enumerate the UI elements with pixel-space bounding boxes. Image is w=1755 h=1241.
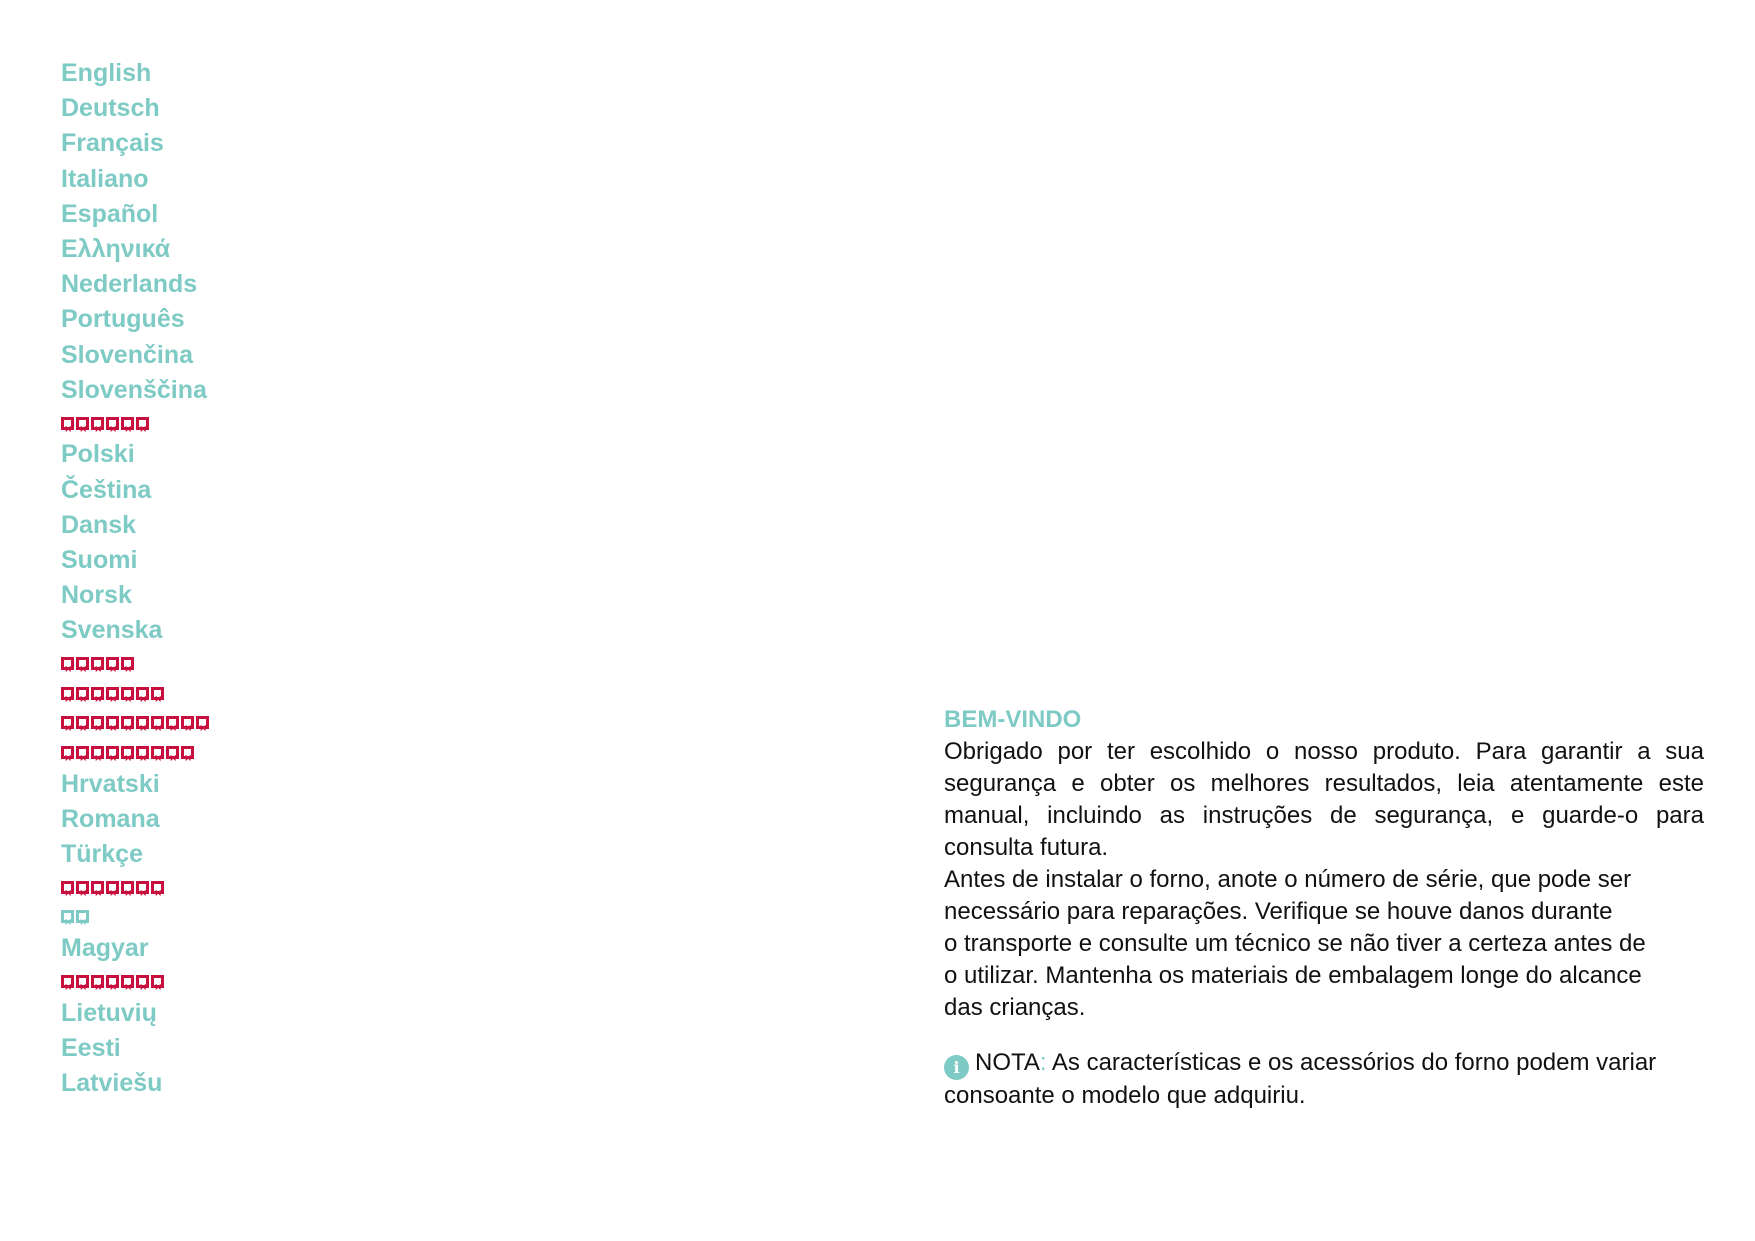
info-icon: i: [944, 1055, 969, 1080]
missing-glyph-icons: [61, 872, 166, 902]
welcome-title: BEM-VINDO: [944, 706, 1082, 733]
missing-glyph-icon: [196, 716, 209, 729]
note-block: [944, 1047, 1704, 1112]
language-item-portugue-s[interactable]: Português: [61, 305, 185, 334]
missing-glyph-icon: [151, 881, 164, 894]
missing-glyph-icon: [61, 975, 74, 988]
missing-glyph-icon: [91, 417, 104, 430]
missing-glyph-icon: [166, 746, 179, 759]
language-item-nederlands[interactable]: Nederlands: [61, 270, 198, 299]
welcome-section: [944, 704, 1704, 1112]
missing-glyph-icon: [151, 975, 164, 988]
missing-glyph-icon: [136, 716, 149, 729]
note-text: As características e os acessórios do forno podem variar: [1046, 1049, 1657, 1076]
language-item-unrendered[interactable]: [61, 408, 211, 438]
language-item-romana[interactable]: Romana: [61, 804, 160, 833]
missing-glyph-icon: [121, 657, 134, 670]
language-item-slovenc-ina[interactable]: Slovenčina: [61, 340, 193, 369]
language-item-tu-rkc-e[interactable]: Türkçe: [61, 839, 143, 868]
missing-glyph-icon: [76, 716, 89, 729]
missing-glyph-icon: [121, 975, 134, 988]
missing-glyph-icon: [91, 657, 104, 670]
missing-glyph-icons: [61, 648, 136, 678]
note-line-2: consoante o modelo que adquiriu.: [944, 1082, 1306, 1109]
missing-glyph-icon: [106, 657, 119, 670]
language-item-dansk[interactable]: Dansk: [61, 510, 137, 539]
language-item-deutsch[interactable]: Deutsch: [61, 94, 160, 123]
missing-glyph-icon: [76, 746, 89, 759]
welcome-paragraph-1: Obrigado por ter escolhido o nosso produto. Para garantir a sua segurança e obter os melhores resultados, leia atentamente este manual, incluindo as instruções de segurança, e guarde-o para consulta futura.: [944, 738, 1704, 861]
missing-glyph-icon: [61, 417, 74, 430]
missing-glyph-icon: [91, 687, 104, 700]
missing-glyph-icon: [61, 716, 74, 729]
note-line-1: [944, 1047, 1704, 1080]
missing-glyph-icon: [136, 417, 149, 430]
missing-glyph-icon: [136, 746, 149, 759]
welcome-paragraph-2-line: o utilizar. Mantenha os materiais de embalagem longe do alcance: [944, 962, 1642, 989]
missing-glyph-icon: [76, 417, 89, 430]
missing-glyph-icon: [106, 746, 119, 759]
language-item-hrvatski[interactable]: Hrvatski: [61, 769, 160, 798]
missing-glyph-icon: [136, 975, 149, 988]
language-item-c-es-tina[interactable]: Čeština: [61, 475, 152, 504]
missing-glyph-icon: [106, 975, 119, 988]
note-label: NOTA: [975, 1049, 1040, 1076]
language-item-italiano[interactable]: Italiano: [61, 164, 149, 193]
missing-glyph-icon: [166, 716, 179, 729]
missing-glyph-icons: [61, 408, 151, 438]
missing-glyph-icon: [61, 910, 74, 923]
language-item-unrendered[interactable]: [61, 649, 211, 679]
missing-glyph-icon: [106, 417, 119, 430]
language-item-magyar[interactable]: Magyar: [61, 934, 149, 963]
language-item-english[interactable]: English: [61, 59, 152, 87]
missing-glyph-icon: [136, 881, 149, 894]
language-item-norsk[interactable]: Norsk: [61, 581, 132, 610]
missing-glyph-icon: [181, 716, 194, 729]
missing-glyph-icon: [76, 687, 89, 700]
missing-glyph-icon: [91, 975, 104, 988]
missing-glyph-icon: [121, 417, 134, 430]
missing-glyph-icon: [121, 881, 134, 894]
welcome-paragraph-2-line: Antes de instalar o forno, anote o número de série, que pode ser: [944, 866, 1632, 893]
missing-glyph-icon: [151, 746, 164, 759]
language-item-unrendered[interactable]: [61, 872, 211, 902]
missing-glyph-icon: [121, 716, 134, 729]
missing-glyph-icon: [91, 881, 104, 894]
language-item-latvies-u[interactable]: Latviešu: [61, 1069, 163, 1098]
language-item-slovens-c-ina[interactable]: Slovenščina: [61, 375, 207, 404]
missing-glyph-icon: [61, 687, 74, 700]
language-item-lietuviu-[interactable]: Lietuvių: [61, 998, 157, 1027]
missing-glyph-icon: [61, 657, 74, 670]
missing-glyph-icon: [151, 687, 164, 700]
language-item--[interactable]: Ελληνικά: [61, 234, 171, 263]
missing-glyph-icon: [76, 881, 89, 894]
language-item-polski[interactable]: Polski: [61, 440, 135, 469]
language-item-eesti[interactable]: Eesti: [61, 1033, 121, 1062]
language-item-franc-ais[interactable]: Français: [61, 129, 164, 158]
missing-glyph-icon: [106, 881, 119, 894]
missing-glyph-icon: [76, 910, 89, 923]
missing-glyph-icon: [121, 746, 134, 759]
note-colon: :: [1039, 1049, 1047, 1076]
missing-glyph-icons: [61, 966, 166, 996]
language-item-unrendered[interactable]: [61, 966, 211, 996]
welcome-paragraph-2-line: das crianças.: [944, 994, 1086, 1021]
missing-glyph-icon: [121, 687, 134, 700]
language-item-espan-ol[interactable]: Español: [61, 199, 159, 228]
language-item-suomi[interactable]: Suomi: [61, 545, 138, 574]
welcome-paragraph-2-line: o transporte e consulte um técnico se não tiver a certeza antes de: [944, 930, 1646, 957]
welcome-paragraph-2-line: necessário para reparações. Verifique se houve danos durante: [944, 898, 1613, 925]
missing-glyph-icon: [136, 687, 149, 700]
missing-glyph-icon: [181, 746, 194, 759]
missing-glyph-icon: [91, 716, 104, 729]
welcome-paragraph-2: [944, 864, 1704, 1024]
missing-glyph-icon: [151, 716, 164, 729]
missing-glyph-icon: [61, 881, 74, 894]
missing-glyph-icon: [106, 716, 119, 729]
language-item-svenska[interactable]: Svenska: [61, 616, 163, 645]
language-list: [61, 56, 211, 1101]
missing-glyph-icon: [91, 746, 104, 759]
missing-glyph-icon: [106, 687, 119, 700]
missing-glyph-icon: [76, 657, 89, 670]
missing-glyph-icon: [76, 975, 89, 988]
missing-glyph-icon: [61, 746, 74, 759]
